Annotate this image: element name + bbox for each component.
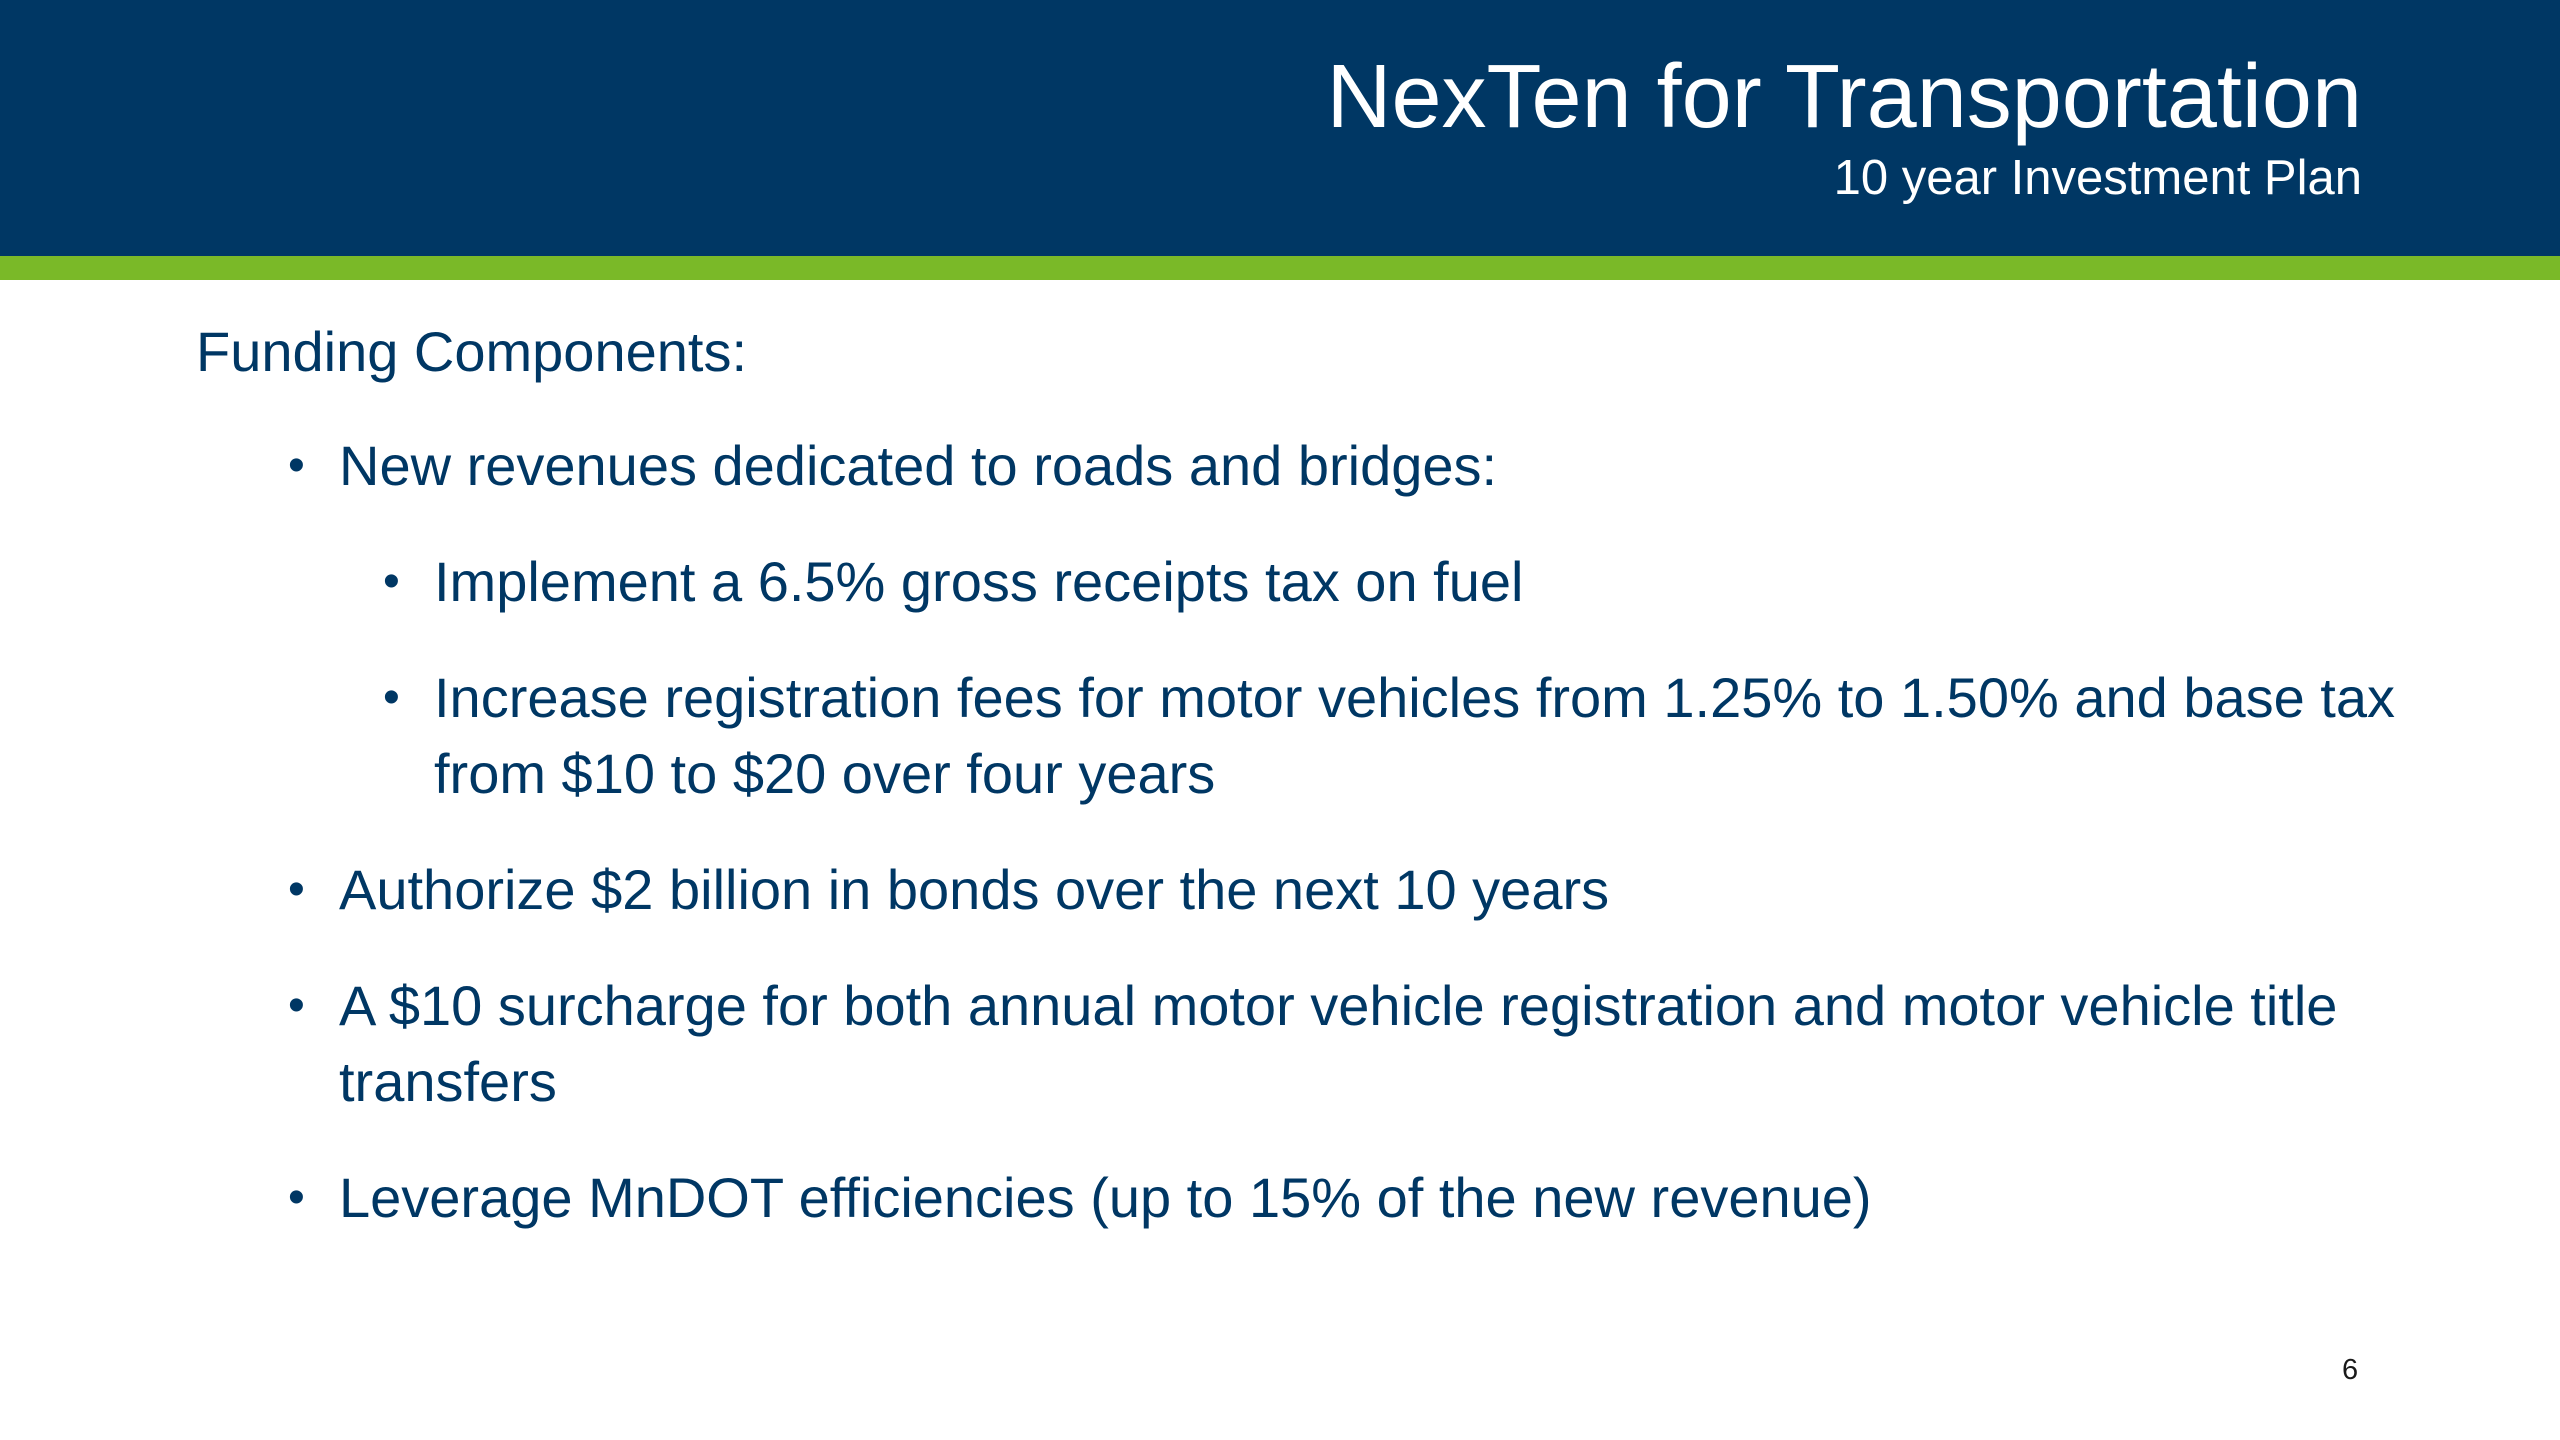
sub-bullet-item (339, 544, 2396, 620)
slide-content (196, 316, 2396, 1236)
bullet-icon: • (383, 555, 400, 608)
bullet-icon: • (288, 979, 305, 1032)
bullet-item (196, 968, 2396, 1120)
sub-bullet-text: Implement a 6.5% gross receipts tax on fuel (434, 550, 1524, 613)
bullet-item (196, 852, 2396, 928)
sub-bullet-text: Increase registration fees for motor vehicles from 1.25% to 1.50% and base tax from $10 to $20 over four years (434, 666, 2396, 805)
sub-bullet-item (339, 660, 2396, 812)
bullet-item (196, 1160, 2396, 1236)
header-banner (0, 0, 2560, 256)
bullet-icon: • (383, 671, 400, 724)
slide-subtitle: 10 year Investment Plan (1833, 151, 2362, 205)
bullet-icon: • (288, 1171, 305, 1224)
page-number: 6 (2342, 1354, 2359, 1386)
bullet-list (196, 428, 2396, 1236)
bullet-icon: • (288, 863, 305, 916)
bullet-icon: • (288, 439, 305, 492)
slide-title: NexTen for Transportation (1326, 47, 2362, 147)
sub-bullet-list (339, 544, 2396, 812)
section-heading: Funding Components: (196, 320, 748, 383)
bullet-item (196, 428, 2396, 812)
bullet-text: Authorize $2 billion in bonds over the next 10 years (339, 858, 1610, 921)
bullet-text: A $10 surcharge for both annual motor vehicle registration and motor vehicle title transfers (339, 974, 2338, 1113)
green-accent-bar (0, 256, 2560, 280)
bullet-text: New revenues dedicated to roads and bridges: (339, 434, 1498, 497)
bullet-text: Leverage MnDOT efficiencies (up to 15% of the new revenue) (339, 1166, 1872, 1229)
